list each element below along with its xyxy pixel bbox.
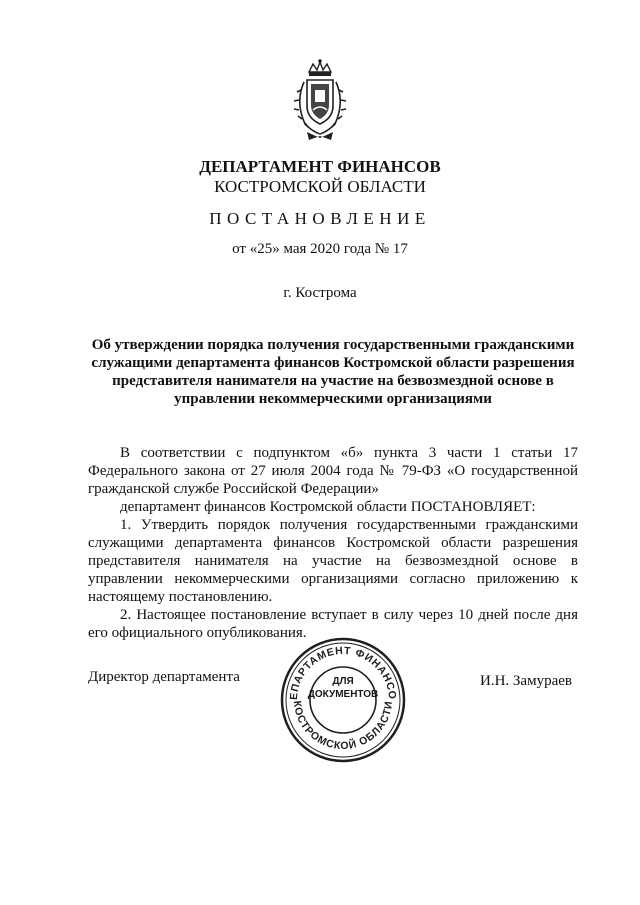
- document-body: [88, 444, 578, 642]
- stamp-center-text: [278, 675, 408, 701]
- coat-of-arms-emblem: [287, 58, 353, 142]
- decree-line: департамент финансов Костромской области ПОСТАНОВЛЯЕТ:: [120, 499, 536, 515]
- department-name: ДЕПАРТАМЕНТ ФИНАНСОВ: [199, 157, 441, 176]
- stamp-center-line-1: ДЛЯ: [332, 676, 354, 687]
- official-stamp: [278, 635, 408, 765]
- preamble-paragraph: В соответствии с подпунктом «б» пункта 3 части 1 статьи 17 Федерального закона от 27 июля 2004 года № 79-ФЗ «О государственной гражданской службе Российской Федерации»: [88, 445, 578, 497]
- stamp-center-line-2: ДОКУМЕНТОВ: [307, 689, 379, 700]
- stamp-ring-top-text: ЕПАРТАМЕНТ ФИНАНСО: [287, 644, 399, 701]
- document-subject: Об утверждении порядка получения государственными гражданскими служащими департамента финансов Костромской области разрешения представителя нанимателя на участие на безвозмездной основе в управлении некоммерческими организациями: [91, 337, 575, 407]
- document-city: г. Кострома: [283, 285, 357, 301]
- item-2-paragraph: 2. Настоящее постановление вступает в силу через 10 дней после дня его официального опубликования.: [88, 607, 578, 641]
- department-region: КОСТРОМСКОЙ ОБЛАСТИ: [214, 177, 426, 196]
- item-1-paragraph: 1. Утвердить порядок получения государственными гражданскими служащими департамента финансов Костромской области разрешения представителя нанимателя на участие на безвозмездной основе в управлении некоммерческими организациями согласно приложению к настоящему постановлению.: [88, 517, 578, 605]
- document-type-title: ПОСТАНОВЛЕНИЕ: [209, 209, 431, 228]
- signatory-name: И.Н. Замураев: [480, 673, 572, 689]
- stamp-ring-bottom-text: КОСТРОМСКОЙ ОБЛАСТИ: [290, 700, 396, 753]
- document-date-number: от «25» мая 2020 года № 17: [232, 241, 408, 257]
- signatory-position: Директор департамента: [88, 669, 240, 685]
